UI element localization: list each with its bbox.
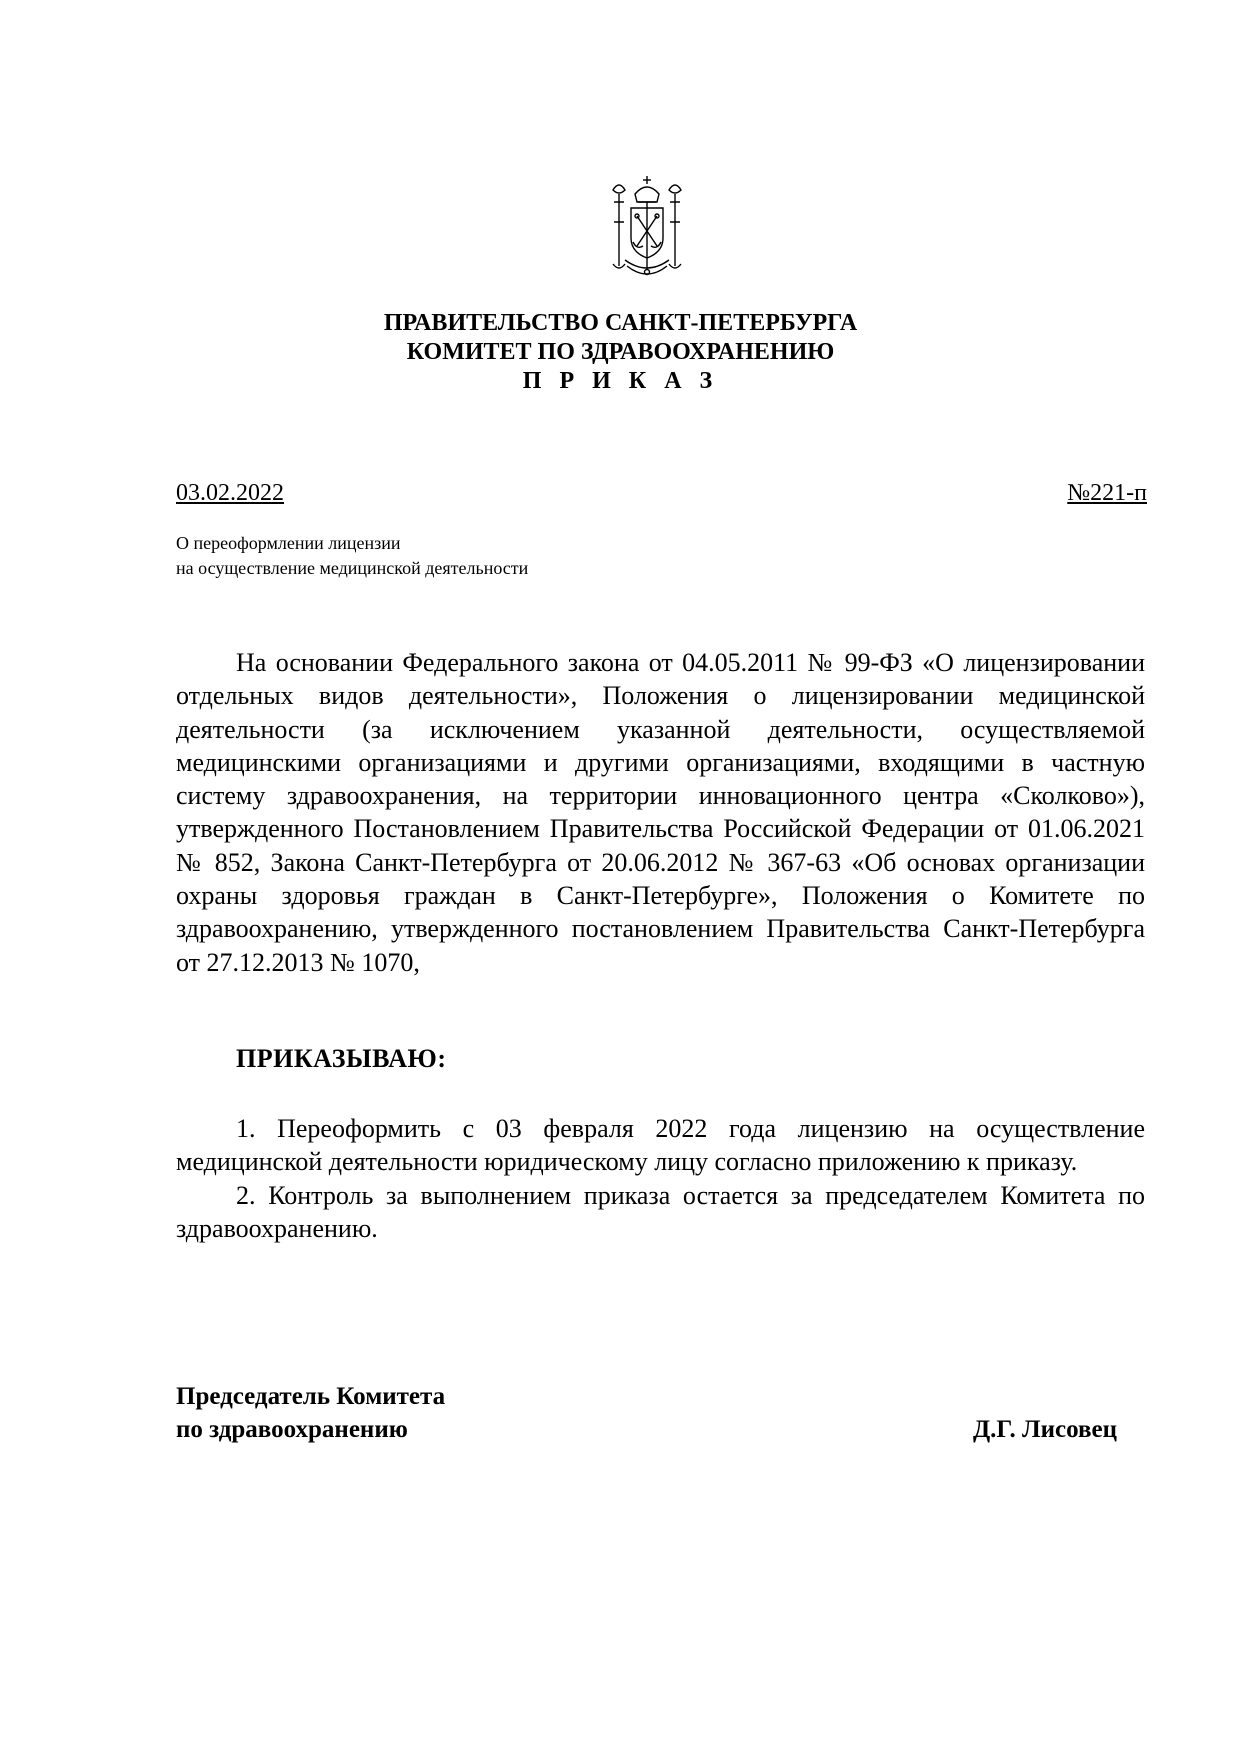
order-heading: ПРИКАЗЫВАЮ: xyxy=(236,1044,447,1073)
signatory-name: Д.Г. Лисовец xyxy=(972,1416,1117,1443)
order-number: №221-п xyxy=(1067,480,1147,506)
order-items xyxy=(176,1112,1145,1245)
document-type-title: П Р И К А З xyxy=(522,368,719,394)
legal-basis-paragraph xyxy=(176,646,1145,979)
government-title: ПРАВИТЕЛЬСТВО САНКТ-ПЕТЕРБУРГА xyxy=(383,310,858,336)
order-item-2: 2. Контроль за выполнением приказа остается за председателем Комитета по здравоохранению. xyxy=(176,1180,1145,1243)
order-subject xyxy=(176,531,528,581)
order-item-1: 1. Переоформить с 03 февраля 2022 года лицензию на осуществление медицинской деятельности юридическому лицу согласно приложению к приказу. xyxy=(176,1114,1145,1177)
signatory-position-line-1: Председатель Комитета xyxy=(176,1383,446,1410)
order-date: 03.02.2022 xyxy=(176,480,284,506)
subject-line-2: на осуществление медицинской деятельности xyxy=(176,558,529,578)
saint-petersburg-coat-of-arms-icon xyxy=(605,172,689,284)
committee-title: КОМИТЕТ ПО ЗДРАВООХРАНЕНИЮ xyxy=(406,339,835,365)
legal-basis-text: На основании Федерального закона от 04.05.2011 № 99-ФЗ «О лицензировании отдельных видов деятельности», Положения о лицензировании медицинской деятельности (за исключением указанной деятельности, осуществляемой медицинскими организациями и другими организациями, входящими в частную систему здравоохранения, на территории инновационного центра «Сколково»), утвержденного Постановлением Правительства Российской Федерации от 01.06.2021 № 852, Закона Санкт-Петербурга от 20.06.2012 № 367-63 «Об основах организации охраны здоровья граждан в Санкт-Петербурге», Положения о Комитете по здравоохранению, утвержденного постановлением Правительства Санкт-Петербурга от 27.12.2013 № 1070, xyxy=(176,648,1145,977)
subject-line-1: О переоформлении лицензии xyxy=(176,533,401,553)
signatory-position-line-2: по здравоохранению xyxy=(176,1416,408,1443)
signatory-position xyxy=(176,1380,445,1446)
